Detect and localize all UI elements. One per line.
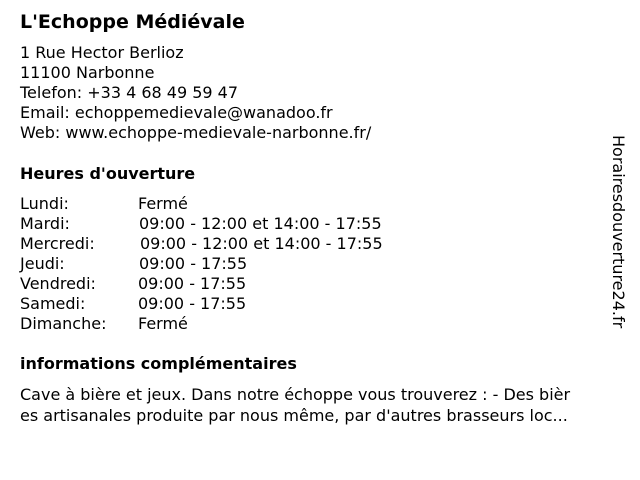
hours-value: 09:00 - 17:55	[138, 274, 247, 293]
day-label: Dimanche:	[20, 314, 107, 333]
hours-value: Fermé	[138, 314, 188, 333]
hours-value: 09:00 - 12:00 et 14:00 - 17:55	[139, 214, 382, 233]
info-heading: informations complémentaires	[20, 354, 297, 373]
website: Web: www.echoppe-medievale-narbonne.fr/	[20, 123, 372, 142]
hours-heading: Heures d'ouverture	[20, 164, 196, 183]
hours-value: 09:00 - 17:55	[138, 294, 247, 313]
day-label: Samedi:	[20, 294, 86, 313]
phone-number: Telefon: +33 4 68 49 59 47	[20, 83, 239, 102]
address-city: 11100 Narbonne	[20, 63, 155, 82]
description	[20, 384, 630, 426]
day-label: Jeudi:	[20, 254, 65, 273]
address-street: 1 Rue Hector Berlioz	[20, 43, 184, 62]
hours-value: Fermé	[138, 194, 188, 213]
contact-block	[20, 43, 371, 143]
hours-value: 09:00 - 12:00 et 14:00 - 17:55	[140, 234, 383, 253]
description-line: es artisanales produite par nous même, par d'autres brasseurs loc...	[20, 406, 568, 425]
shop-name: L'Echoppe Médiévale	[20, 11, 245, 33]
day-label: Lundi:	[20, 194, 69, 213]
day-label: Mercredi:	[20, 234, 95, 253]
description-line: Cave à bière et jeux. Dans notre échoppe vous trouverez : - Des bièr	[20, 385, 571, 404]
day-label: Mardi:	[20, 214, 70, 233]
email-address: Email: echoppemedievale@wanadoo.fr	[20, 103, 333, 122]
hours-value: 09:00 - 17:55	[139, 254, 248, 273]
day-label: Vendredi:	[20, 274, 96, 293]
site-watermark: Horairesdouverture24.fr	[609, 135, 628, 329]
